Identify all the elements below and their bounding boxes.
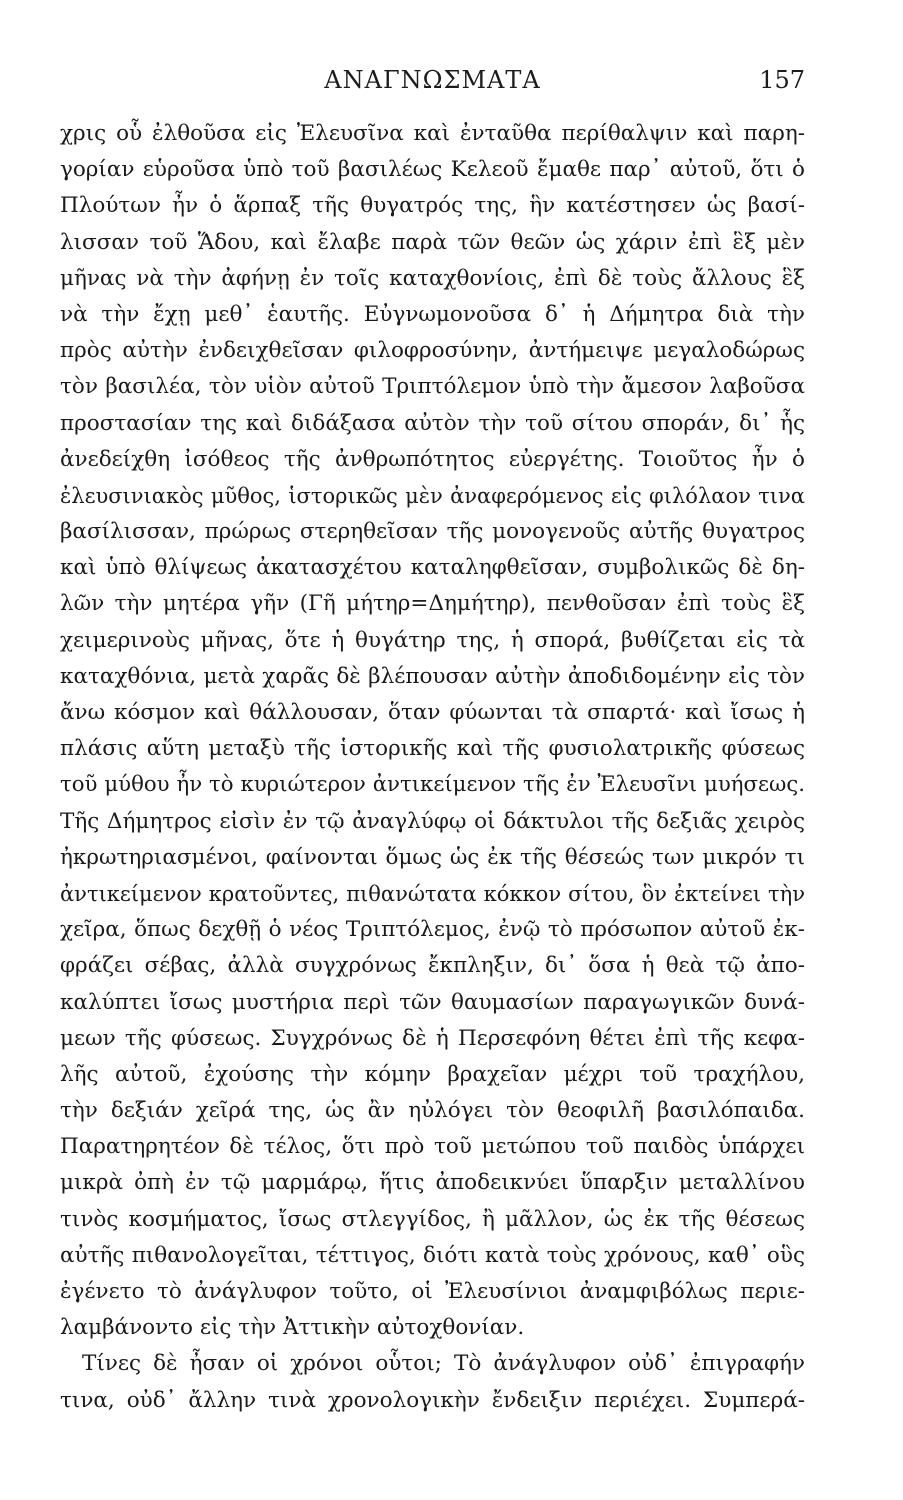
text-line: τινὸς κοσμήματος, ἴσως στλεγγίδος, ἢ μᾶλλον, ὡς ἐκ τῆς θέσεως (60, 1206, 805, 1232)
text-line: τοῦ μύθου ἦν τὸ κυριώτερον ἀντικείμενον τῆς ἐν Ἐλευσῖνι μυήσεως. (60, 772, 805, 798)
text-line: μεων τῆς φύσεως. Συγχρόνως δὲ ἡ Περσεφόνη θέτει ἐπὶ τῆς κεφα- (60, 1025, 805, 1051)
text-line: πλάσις αὕτη μεταξὺ τῆς ἱστορικῆς καὶ τῆς φυσιολατρικῆς φύσεως (60, 736, 805, 762)
body-text (60, 116, 805, 1419)
running-title: ΑΝΑΓΝΩΣΜΑΤΑ (324, 66, 541, 94)
text-line: φράζει σέβας, ἀλλὰ συγχρόνως ἔκπληξιν, δι᾽ ὅσα ἡ θεὰ τῷ ἀπο- (60, 953, 805, 979)
text-line: ἄνω κόσμον καὶ θάλλουσαν, ὅταν φύωνται τὰ σπαρτά· καὶ ἴσως ἡ (60, 700, 805, 725)
text-line: μῆνας νὰ τὴν ἀφήνῃ ἐν τοῖς καταχθονίοις, ἐπὶ δὲ τοὺς ἄλλους ἓξ (60, 265, 805, 291)
text-line: Παρατηρητέον δὲ τέλος, ὅτι πρὸ τοῦ μετώπου τοῦ παιδὸς ὑπάρχει (60, 1134, 805, 1160)
text-line: χρις οὗ ἐλθοῦσα εἰς Ἐλευσῖνα καὶ ἐνταῦθα περίθαλψιν καὶ παρη- (60, 121, 805, 146)
text-line: καταχθόνια, μετὰ χαρᾶς δὲ βλέπουσαν αὐτὴν ἀποδιδομένην εἰς τὸν (60, 663, 805, 689)
text-line: βασίλισσαν, πρώρως στερηθεῖσαν τῆς μονογενοῦς αὐτῆς θυγατρος (60, 519, 805, 545)
text-line: καλύπτει ἴσως μυστήρια περὶ τῶν θαυμασίων παραγωγικῶν δυνά- (60, 989, 805, 1015)
text-line: Τίνες δὲ ἦσαν οἱ χρόνοι οὗτοι; Τὸ ἀνάγλυφον οὐδ᾽ ἐπιγραφήν (82, 1351, 805, 1377)
text-line: καὶ ὑπὸ θλίψεως ἀκατασχέτου καταληφθεῖσαν, συμβολικῶς δὲ δη- (60, 555, 805, 581)
text-line: τὸν βασιλέα, τὸν υἱὸν αὐτοῦ Τριπτόλεμον ὑπὸ τὴν ἄμεσον λαβοῦσα (60, 374, 805, 400)
text-line: λῆς αὐτοῦ, ἐχούσης τὴν κόμην βραχεῖαν μέχρι τοῦ τραχήλου, (60, 1061, 805, 1087)
text-line: μικρὰ ὀπὴ ἐν τῷ μαρμάρῳ, ἥτις ἀποδεικνύει ὕπαρξιν μεταλλίνου (60, 1170, 805, 1196)
text-line: λαμβάνοντο εἰς τὴν Ἀττικὴν αὐτοχθονίαν. (60, 1315, 525, 1341)
text-line: Πλούτων ἦν ὁ ἅρπαξ τῆς θυγατρός της, ἣν κατέστησεν ὡς βασί- (60, 193, 805, 219)
text-line: λισσαν τοῦ Ἅδου, καὶ ἔλαβε παρὰ τῶν θεῶν ὡς χάριν ἐπὶ ἓξ μὲν (60, 229, 805, 255)
text-line: νὰ τὴν ἔχῃ μεθ᾽ ἑαυτῆς. Εὐγνωμονοῦσα δ᾽ ἡ Δήμητρα διὰ τὴν (60, 301, 805, 327)
running-header (60, 66, 805, 106)
text-line: τινα, οὐδ᾽ ἄλλην τινὰ χρονολογικὴν ἔνδειξιν περιέχει. Συμπερά- (60, 1387, 805, 1413)
page-number: 157 (759, 66, 805, 94)
text-line: τὴν δεξιάν χεῖρά της, ὡς ἂν ηὐλόγει τὸν θεοφιλῆ βασιλόπαιδα. (60, 1098, 805, 1124)
text-line: ἀντικείμενον κρατοῦντες, πιθανώτατα κόκκον σίτου, ὃν ἐκτείνει τὴν (60, 881, 805, 906)
text-line: πρὸς αὐτὴν ἐνδειχθεῖσαν φιλοφροσύνην, ἀντήμειψε μεγαλοδώρως (60, 338, 805, 364)
text-line: αὐτῆς πιθανολογεῖται, τέττιγος, διότι κατὰ τοὺς χρόνους, καθ᾽ οὓς (60, 1242, 805, 1268)
text-line: λῶν τὴν μητέρα γῆν (Γῆ μήτηρ=Δημήτηρ), πενθοῦσαν ἐπὶ τοὺς ἓξ (60, 591, 805, 617)
text-line: γορίαν εὑροῦσα ὑπὸ τοῦ βασιλέως Κελεοῦ ἔμαθε παρ᾽ αὐτοῦ, ὅτι ὁ (60, 157, 805, 183)
text-line: Τῆς Δήμητρος εἰσὶν ἐν τῷ ἀναγλύφῳ οἱ δάκτυλοι τῆς δεξιᾶς χειρὸς (60, 808, 805, 834)
text-line: ἐλευσινιακὸς μῦθος, ἱστορικῶς μὲν ἀναφερόμενος εἰς φιλόλαον τινα (60, 483, 805, 508)
text-line: προστασίαν της καὶ διδάξασα αὐτὸν τὴν τοῦ σίτου σποράν, δι᾽ ἧς (60, 410, 805, 436)
text-line: χειμερινοὺς μῆνας, ὅτε ἡ θυγάτηρ της, ἡ σπορά, βυθίζεται εἰς τὰ (60, 627, 805, 653)
text-line: ἠκρωτηριασμένοι, φαίνονται ὅμως ὡς ἐκ τῆς θέσεώς των μικρόν τι (60, 844, 805, 870)
text-line: ἐγένετο τὸ ἀνάγλυφον τοῦτο, οἱ Ἐλευσίνιοι ἀναμφιβόλως περιε- (60, 1279, 805, 1304)
text-line: χεῖρα, ὅπως δεχθῇ ὁ νέος Τριπτόλεμος, ἐνῷ τὸ πρόσωπον αὐτοῦ ἐκ- (60, 917, 805, 943)
text-line: ἀνεδείχθη ἰσόθεος τῆς ἀνθρωπότητος εὐεργέτης. Τοιοῦτος ἦν ὁ (60, 446, 805, 472)
